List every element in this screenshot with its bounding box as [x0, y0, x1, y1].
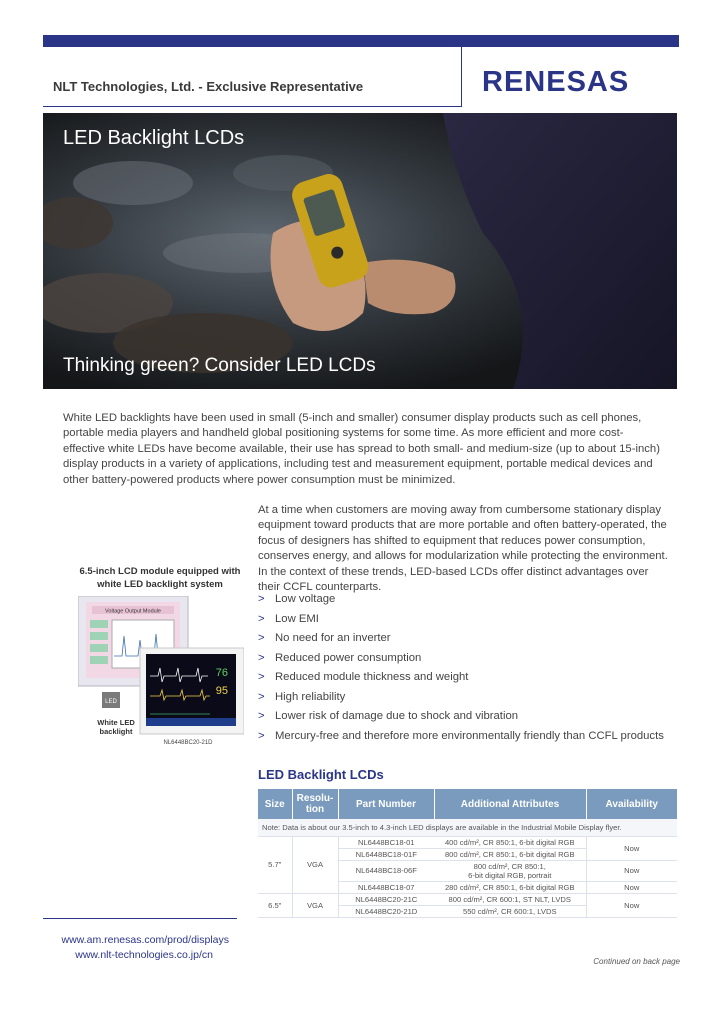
- led-label-line2: backlight: [99, 727, 133, 736]
- product-table: [258, 789, 677, 918]
- cell-avail: Now: [586, 893, 677, 917]
- header-divider: [43, 106, 461, 107]
- advantage-item: [258, 631, 678, 651]
- cell-part: NL6448BC20-21D: [338, 905, 434, 917]
- table-row: [258, 836, 677, 848]
- col-size: Size: [258, 789, 292, 819]
- hero-subtitle: Thinking green? Consider LED LCDs: [63, 355, 376, 376]
- advantage-text: Reduced module thickness and weight: [275, 671, 469, 683]
- chevron-right-icon: >: [258, 593, 265, 605]
- cell-avail: Now: [586, 836, 677, 860]
- cell-part: NL6448BC20-21C: [338, 893, 434, 905]
- advantage-item: [258, 651, 678, 671]
- advantage-text: Mercury-free and therefore more environmentally friendly than CCFL products: [275, 729, 664, 742]
- readout-2: 95: [215, 685, 228, 697]
- readout-1: 76: [215, 667, 228, 679]
- led-label-line1: White LED: [97, 718, 135, 727]
- col-part-number: Part Number: [338, 789, 434, 819]
- cell-resolution: VGA: [292, 836, 338, 893]
- figure-caption-line2: white LED backlight system: [97, 579, 223, 590]
- renesas-displays-link[interactable]: www.am.renesas.com/prod/displays: [61, 934, 229, 946]
- header-divider-vertical: [461, 47, 462, 107]
- cell-attrs: [434, 860, 586, 881]
- cell-attrs: 800 cd/m², CR 850:1, 6-bit digital RGB: [434, 848, 586, 860]
- chevron-right-icon: >: [258, 690, 265, 703]
- table-title: LED Backlight LCDs: [258, 767, 384, 782]
- figure-caption-line1: 6.5-inch LCD module equipped with: [79, 566, 241, 577]
- cell-part: NL6448BC18-01F: [338, 848, 434, 860]
- chevron-right-icon: >: [258, 710, 265, 722]
- cell-resolution: VGA: [292, 893, 338, 917]
- top-brand-bar: [43, 35, 679, 47]
- advantages-list: [258, 592, 678, 748]
- advantage-item: [258, 592, 678, 612]
- cell-size: 5.7": [258, 836, 292, 893]
- col-availability: Availability: [586, 789, 677, 819]
- cell-attrs: 400 cd/m², CR 850:1, 6-bit digital RGB: [434, 836, 586, 848]
- advantage-text: Reduced power consumption: [275, 651, 422, 664]
- hero-title: LED Backlight LCDs: [63, 127, 245, 149]
- module-part-label: NL6448BC20-21D: [163, 740, 213, 746]
- footer-divider: [43, 918, 237, 919]
- cell-attrs-line1: 800 cd/m², CR 850:1,: [473, 861, 546, 871]
- advantage-item: [258, 729, 678, 749]
- chevron-right-icon: >: [258, 729, 265, 742]
- continued-note: Continued on back page: [593, 957, 680, 966]
- cell-part: NL6448BC18-01: [338, 836, 434, 848]
- advantage-item: [258, 612, 678, 632]
- led-badge: LED: [105, 699, 117, 705]
- trends-paragraph: At a time when customers are moving away from cumbersome stationary display equipment toward products that are more portable and often battery-operated, the focus of designers has shifted to equipment that reduces power consumption, conserves energy, and allows for modularization while protecting the environment. In the context of these trends, LED-based LCDs offer distinct advantages over their CCFL counterparts.: [258, 504, 668, 594]
- chevron-right-icon: >: [258, 612, 265, 625]
- advantage-text: Low voltage: [275, 593, 336, 605]
- advantage-item: [258, 670, 678, 690]
- cell-avail: Now: [586, 881, 677, 893]
- lcd-module-image: [78, 596, 244, 746]
- advantage-text: Low EMI: [275, 612, 319, 625]
- advantage-text: No need for an inverter: [275, 632, 391, 644]
- renesas-logo: [482, 62, 668, 98]
- screen-title: Voltage Output Module: [105, 608, 161, 615]
- hero-photo: [43, 113, 677, 389]
- cell-part: NL6448BC18-07: [338, 881, 434, 893]
- chevron-right-icon: >: [258, 671, 265, 683]
- chevron-right-icon: >: [258, 632, 265, 644]
- col-attributes: Additional Attributes: [434, 789, 586, 819]
- advantage-item: [258, 690, 678, 710]
- col-resolution: Resolu-tion: [292, 789, 338, 819]
- figure-caption: [70, 565, 250, 591]
- nlt-technologies-link[interactable]: www.nlt-technologies.co.jp/cn: [75, 949, 213, 961]
- cell-part: NL6448BC18-06F: [338, 860, 434, 881]
- cell-attrs-line2: 6-bit digital RGB, portrait: [468, 870, 552, 880]
- logo-text: RENESAS: [482, 66, 630, 98]
- cell-size: 6.5": [258, 893, 292, 917]
- table-note-row: [258, 819, 677, 836]
- company-name: NLT Technologies, Ltd. - Exclusive Representative: [53, 79, 364, 94]
- advantage-text: High reliability: [275, 690, 346, 703]
- cell-attrs: 280 cd/m², CR 850:1, 6-bit digital RGB: [434, 881, 586, 893]
- advantage-item: [258, 709, 678, 729]
- table-note: Note: Data is about our 3.5-inch to 4.3-inch LED displays are available in the Industrial Mobile Display flyer.: [258, 819, 677, 836]
- advantage-text: Lower risk of damage due to shock and vibration: [275, 710, 519, 722]
- cell-attrs: 800 cd/m², CR 600:1, ST NLT, LVDS: [434, 893, 586, 905]
- table-header-row: [258, 789, 677, 819]
- cell-avail: Now: [586, 860, 677, 881]
- table-row: [258, 893, 677, 905]
- chevron-right-icon: >: [258, 651, 265, 664]
- cell-attrs: 550 cd/m², CR 600:1, LVDS: [434, 905, 586, 917]
- hero-banner: [43, 113, 677, 389]
- intro-paragraph: White LED backlights have been used in small (5-inch and smaller) consumer display products such as cell phones, portable media players and handheld global positioning systems for some time. As more efficient and more cost-effective white LEDs have become available, their use has spread to both small- and medium-size (up to about 15-inch) display products in a variety of applications, including test and measurement equipment, portable medical devices and other battery-powered products where power consumption must be minimized.: [63, 412, 660, 486]
